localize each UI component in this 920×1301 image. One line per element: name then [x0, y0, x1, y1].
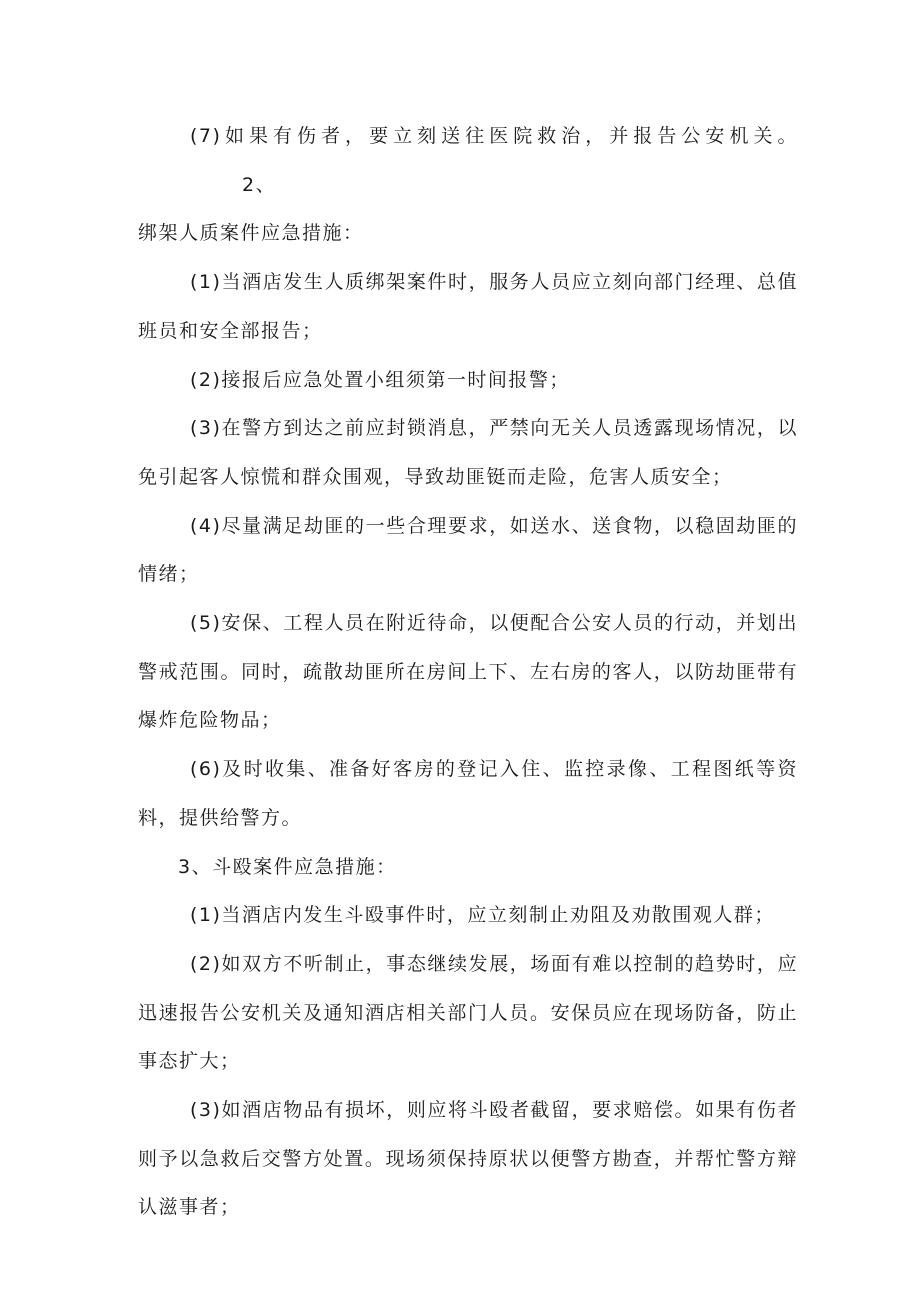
paragraph-item-7 [138, 112, 798, 209]
paragraph-kidnap-1: (1)当酒店发生人质绑架案件时，服务人员应立刻向部门经理、总值班员和安全部报告； [138, 271, 798, 342]
paragraph-kidnap-5: (5)安保、工程人员在附近待命，以便配合公安人员的行动，并划出警戒范围。同时，疏散劫匪所在房间上下、左右房的客人，以防劫匪带有爆炸危险物品； [138, 612, 798, 732]
paragraph-kidnap-3: (3)在警方到达之前应封锁消息，严禁向无关人员透露现场情况，以免引起客人惊慌和群众围观，导致劫匪铤而走险，危害人质安全； [138, 417, 798, 488]
paragraph-kidnap-4: (4)尽量满足劫匪的一些合理要求，如送水、送食物，以稳固劫匪的情绪； [138, 514, 798, 586]
section-heading-text: 绑架人质案件应急措施： [138, 222, 364, 245]
paragraph-fight-2: (2)如双方不听制止，事态继续发展，场面有难以控制的趋势时，应迅速报告公安机关及通知酒店相关部门人员。安保员应在现场防备，防止事态扩大； [138, 952, 798, 1073]
paragraph-kidnap-6: (6)及时收集、准备好客房的登记入住、监控录像、工程图纸等资料，提供给警方。 [138, 758, 798, 829]
section-heading-fight: 3、斗殴案件应急措施： [178, 855, 397, 878]
document-body [138, 112, 798, 1232]
section-heading-kidnapping [138, 209, 798, 258]
paragraph-fight-3: (3)如酒店物品有损坏，则应将斗殴者截留，要求赔偿。如果有伤者则予以急救后交警方处置。现场须保持原状以便警方勘查，并帮忙警方辩认滋事者； [138, 1099, 798, 1219]
section-number: 2、 [242, 173, 277, 196]
paragraph-kidnap-2: (2)接报后应急处置小组须第一时间报警； [190, 368, 570, 391]
paragraph-fight-1: (1)当酒店内发生斗殴事件时，应立刻制止劝阻及劝散围观人群； [190, 904, 775, 927]
paragraph-text: (7)如果有伤者，要立刻送往医院救治，并报告公安机关。 [190, 125, 798, 147]
